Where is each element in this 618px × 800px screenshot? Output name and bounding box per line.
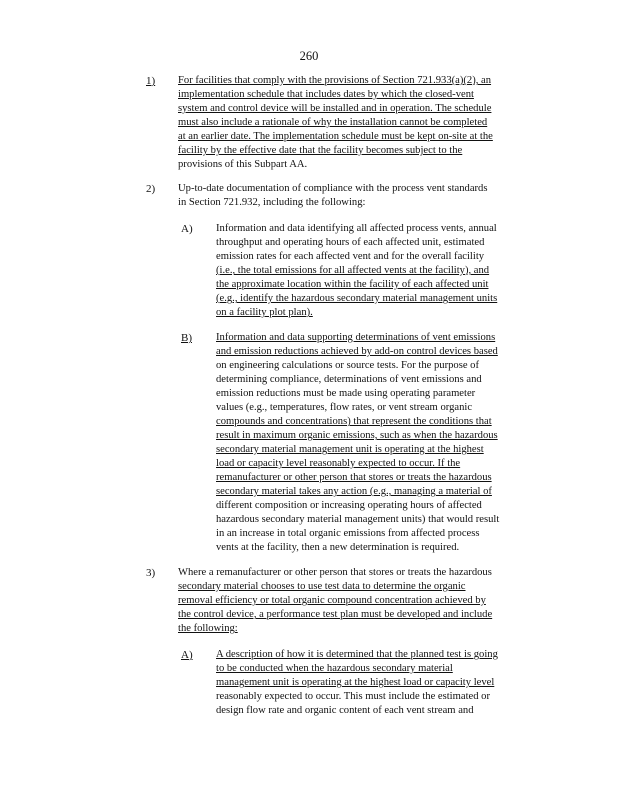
text-line: emission reductions must be made using operating parameter xyxy=(216,388,476,399)
text-line: Information and data supporting determinations of vent emissions xyxy=(216,332,496,343)
item-body xyxy=(178,74,578,172)
text-line: at an earlier date. The implementation schedule must be kept on-site at the xyxy=(178,131,493,142)
item-number: B) xyxy=(181,332,192,344)
text-line: on engineering calculations or source tests. For the purpose of xyxy=(216,360,480,371)
text-line: load or capacity level reasonably expected to occur. If the xyxy=(216,458,461,469)
text-line: determining compliance, determinations of vent emissions and xyxy=(216,374,482,385)
text-line: facility by the effective date that the facility becomes subject to the xyxy=(178,145,463,156)
text-line: removal efficiency or total organic compound concentration achieved by xyxy=(178,595,486,606)
text-line: the control device, a performance test plan must be developed and include xyxy=(178,609,493,620)
text-line: Information and data identifying all affected process vents, annual xyxy=(216,223,497,234)
text-line: remanufacturer or other person that stores or treats the hazardous xyxy=(216,472,492,483)
text-line: the approximate location within the facility of each affected unit xyxy=(216,279,489,290)
text-line: secondary material management unit is operating at the highest xyxy=(216,444,484,455)
text-line: compounds and concentrations) that represent the conditions that xyxy=(216,416,492,427)
text-line: For facilities that comply with the provisions of Section 721.933(a)(2), an xyxy=(178,75,492,86)
text-line: in Section 721.932, including the following: xyxy=(178,197,366,208)
text-line: emission rates for each affected vent and for the overall facility xyxy=(216,251,485,262)
item-body xyxy=(216,222,576,320)
item-body xyxy=(216,648,576,718)
text-line: different composition or increasing operating hours of affected xyxy=(216,500,482,511)
text-line: hazardous secondary material management units) that would result xyxy=(216,514,500,525)
text-line: secondary material chooses to use test data to determine the organic xyxy=(178,581,466,592)
text-line: result in maximum organic emissions, such as when the hazardous xyxy=(216,430,498,441)
text-line: values (e.g., temperatures, flow rates, or vent stream organic xyxy=(216,402,473,413)
text-line: provisions of this Subpart AA. xyxy=(178,159,308,170)
text-line: secondary material takes any action (e.g., managing a material of xyxy=(216,486,492,497)
text-line: system and control device will be installed and in operation. The schedule xyxy=(178,103,492,114)
text-line: Up-to-date documentation of compliance with the process vent standards xyxy=(178,183,488,194)
text-line: to be conducted when the hazardous secondary material xyxy=(216,663,453,674)
text-line: throughput and operating hours of each affected unit, estimated xyxy=(216,237,485,248)
text-line: the following: xyxy=(178,623,238,634)
text-line: implementation schedule that includes dates by which the closed-vent xyxy=(178,89,474,100)
text-line: (i.e., the total emissions for all affected vents at the facility), and xyxy=(216,265,490,276)
text-line: A description of how it is determined that the planned test is going xyxy=(216,649,498,660)
item-number: 2) xyxy=(146,183,156,195)
item-number: A) xyxy=(181,223,193,235)
item-body xyxy=(216,331,576,555)
item-number: 3) xyxy=(146,567,156,579)
text-line: must also include a rationale of why the installation cannot be completed xyxy=(178,117,488,128)
item-number: 1) xyxy=(146,75,156,87)
item-number: A) xyxy=(181,649,193,661)
text-line: management unit is operating at the highest load or capacity level xyxy=(216,677,495,688)
page-number: 260 xyxy=(299,49,319,63)
item-body xyxy=(178,182,578,210)
text-line: design flow rate and organic content of each vent stream and xyxy=(216,705,474,716)
text-line: and emission reductions achieved by add-on control devices based xyxy=(216,346,498,357)
text-line: (e.g., identify the hazardous secondary material management units xyxy=(216,293,498,304)
text-line: on a facility plot plan). xyxy=(216,307,313,318)
item-body xyxy=(178,566,578,636)
text-line: Where a remanufacturer or other person that stores or treats the hazardous xyxy=(178,567,492,578)
text-line: in an increase in total organic emissions from affected process xyxy=(216,528,480,539)
text-line: vents at the facility, then a new determination is required. xyxy=(216,542,460,553)
text-line: reasonably expected to occur. This must include the estimated or xyxy=(216,691,490,702)
